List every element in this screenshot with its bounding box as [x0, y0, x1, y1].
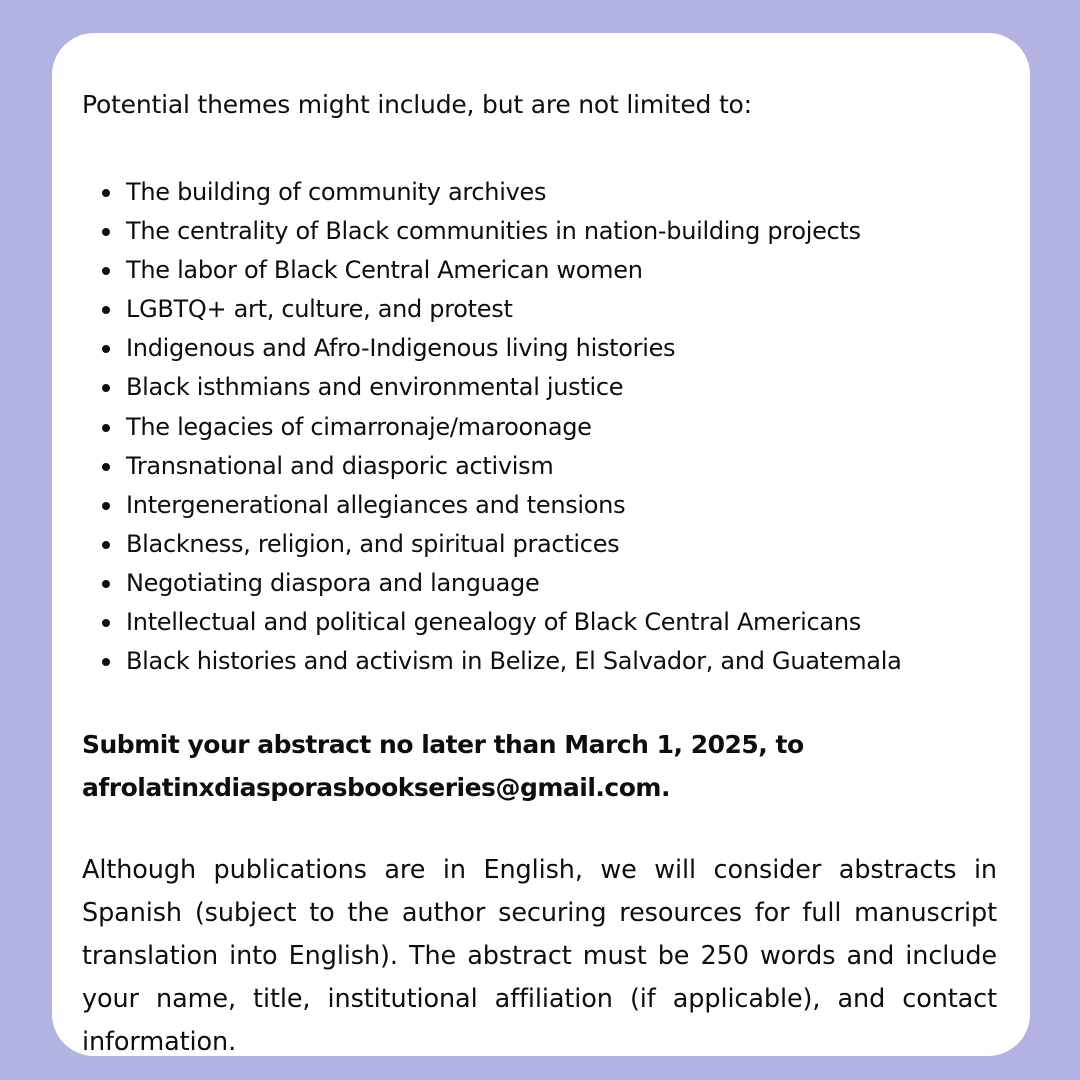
theme-text: The legacies of cimarronaje/maroonage — [126, 412, 592, 441]
list-item — [126, 251, 901, 290]
bullet-icon — [102, 541, 110, 549]
bullet-icon — [102, 306, 110, 314]
bullet-icon — [102, 384, 110, 392]
theme-text: Intergenerational allegiances and tensions — [126, 490, 626, 519]
list-item — [126, 486, 901, 525]
list-item — [126, 642, 901, 681]
submit-deadline: Submit your abstract no later than March 1, 2025, to — [82, 730, 804, 759]
list-item — [126, 408, 901, 447]
theme-text: Black isthmians and environmental justice — [126, 373, 624, 402]
list-item — [126, 173, 901, 212]
list-item — [126, 329, 901, 368]
bullet-icon — [102, 228, 110, 236]
theme-text: The building of community archives — [126, 178, 547, 206]
bullet-icon — [102, 619, 110, 627]
theme-text: Intellectual and political genealogy of Black Central Americans — [126, 608, 861, 637]
theme-text: Blackness, religion, and spiritual practices — [126, 529, 620, 558]
bullet-icon — [102, 658, 110, 666]
theme-text: The labor of Black Central American women — [126, 256, 643, 285]
theme-text: The centrality of Black communities in nation-building projects — [126, 217, 861, 246]
theme-text: Negotiating diaspora and language — [126, 568, 540, 597]
list-item — [126, 603, 901, 642]
theme-text: Indigenous and Afro-Indigenous living histories — [126, 334, 676, 363]
intro-text: Potential themes might include, but are not limited to: — [82, 90, 752, 119]
submit-instructions — [82, 723, 804, 809]
list-item — [126, 290, 901, 329]
bullet-icon — [102, 189, 110, 197]
bullet-icon — [102, 580, 110, 588]
list-item — [126, 368, 901, 407]
bullet-icon — [102, 463, 110, 471]
themes-list — [126, 173, 901, 681]
bullet-icon — [102, 502, 110, 510]
theme-text: Black histories and activism in Belize, El Salvador, and Guatemala — [126, 647, 902, 676]
list-item — [126, 525, 901, 564]
theme-text: Transnational and diasporic activism — [126, 451, 554, 480]
list-item — [126, 212, 901, 251]
list-item — [126, 447, 901, 486]
list-item — [126, 564, 901, 603]
bullet-icon — [102, 267, 110, 275]
language-note: Although publications are in English, we will consider abstracts in Spanish (subject to the author securing resources for full manuscript translation into English). The abstract must be 250 words and include your name, title, institutional affiliation (if applicable), and contact information. — [82, 855, 997, 1057]
theme-text: LGBTQ+ art, culture, and protest — [126, 295, 513, 324]
bullet-icon — [102, 345, 110, 353]
content-card — [52, 33, 1030, 1056]
bullet-icon — [102, 424, 110, 432]
submit-email: afrolatinxdiasporasbookseries@gmail.com. — [82, 773, 670, 802]
